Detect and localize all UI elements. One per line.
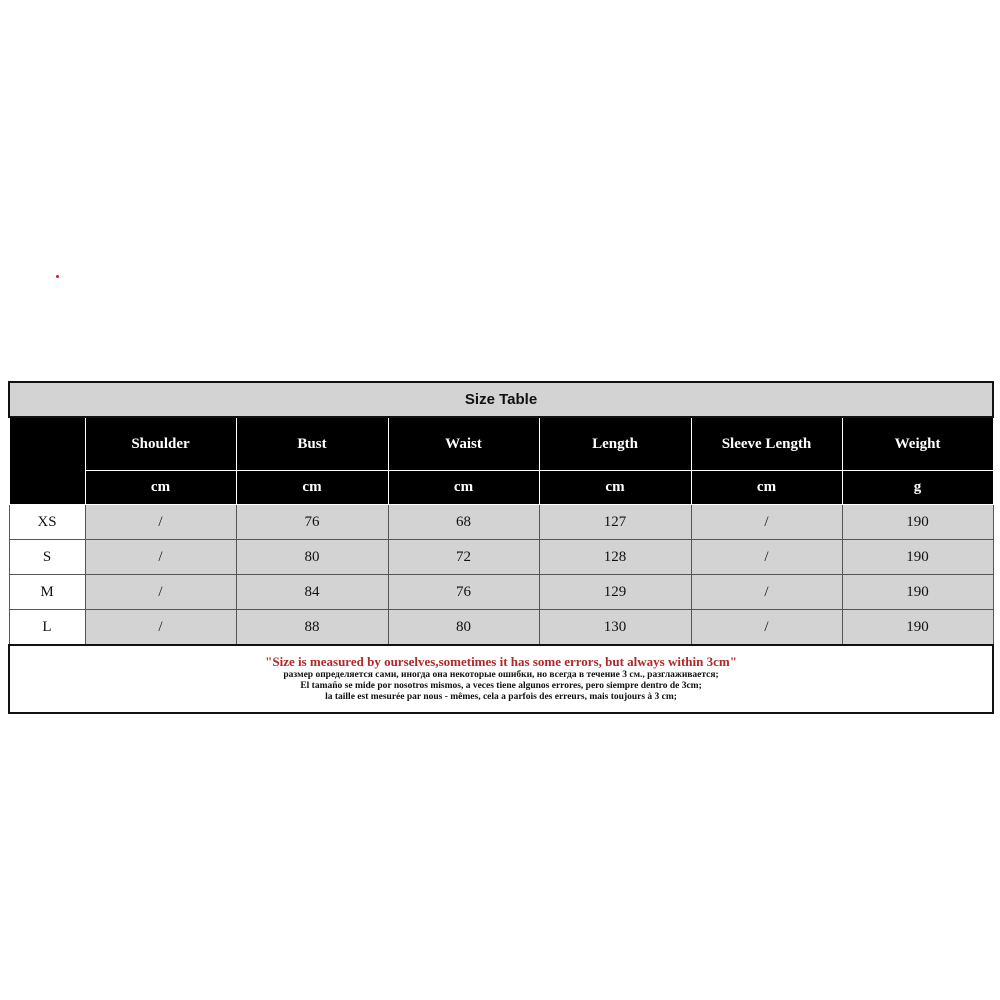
table-cell: 80 xyxy=(388,610,539,646)
table-cell: 128 xyxy=(539,540,691,575)
table-cell: / xyxy=(691,505,842,540)
table-cell: 190 xyxy=(842,575,993,610)
table-cell: 130 xyxy=(539,610,691,646)
table-cell: / xyxy=(85,610,236,646)
table-cell: 76 xyxy=(236,505,388,540)
unit-waist: cm xyxy=(388,471,539,505)
unit-weight: g xyxy=(842,471,993,505)
column-header-sleeve-length: Sleeve Length xyxy=(691,417,842,471)
unit-length: cm xyxy=(539,471,691,505)
table-cell: 190 xyxy=(842,540,993,575)
table-cell: 80 xyxy=(236,540,388,575)
column-header-weight: Weight xyxy=(842,417,993,471)
table-row xyxy=(9,505,993,540)
table-cell: / xyxy=(691,540,842,575)
table-title: Size Table xyxy=(9,382,993,417)
note-english: "Size is measured by ourselves,sometimes it has some errors, but always within 3cm" xyxy=(265,654,737,670)
note-russian: размер определяется сами, иногда она некоторые ошибки, но всегда в течение 3 см., разглаживается; xyxy=(283,669,719,680)
unit-bust: cm xyxy=(236,471,388,505)
title-row xyxy=(9,382,993,417)
table-cell: 68 xyxy=(388,505,539,540)
column-header-waist: Waist xyxy=(388,417,539,471)
table-cell: / xyxy=(85,575,236,610)
table-cell: / xyxy=(691,575,842,610)
measurement-note xyxy=(9,645,993,713)
table-cell: 190 xyxy=(842,610,993,646)
unit-sleeve-length: cm xyxy=(691,471,842,505)
column-header-length: Length xyxy=(539,417,691,471)
note-row xyxy=(9,645,993,713)
column-header-shoulder: Shoulder xyxy=(85,417,236,471)
table-cell: 129 xyxy=(539,575,691,610)
unit-shoulder: cm xyxy=(85,471,236,505)
table-cell: / xyxy=(85,540,236,575)
table-row xyxy=(9,575,993,610)
size-table xyxy=(8,381,994,714)
table-cell: 88 xyxy=(236,610,388,646)
table-row xyxy=(9,610,993,646)
size-label: XS xyxy=(9,505,85,540)
column-header-bust: Bust xyxy=(236,417,388,471)
column-unit-row xyxy=(9,471,993,505)
table-cell: 76 xyxy=(388,575,539,610)
table-cell: 127 xyxy=(539,505,691,540)
table-cell: 190 xyxy=(842,505,993,540)
table-row xyxy=(9,540,993,575)
size-label: S xyxy=(9,540,85,575)
size-label: M xyxy=(9,575,85,610)
table-cell: / xyxy=(691,610,842,646)
table-cell: / xyxy=(85,505,236,540)
corner-header-cell xyxy=(9,417,85,505)
table-cell: 84 xyxy=(236,575,388,610)
size-label: L xyxy=(9,610,85,646)
note-spanish: El tamaño se mide por nosotros mismos, a veces tiene algunos errores, pero siempre dentro de 3cm; xyxy=(300,681,702,692)
red-dot-mark xyxy=(56,275,59,278)
column-name-row xyxy=(9,417,993,471)
note-french: la taille est mesurée par nous - mêmes, cela a parfois des erreurs, mais toujours à 3 cm; xyxy=(325,692,677,703)
table-cell: 72 xyxy=(388,540,539,575)
